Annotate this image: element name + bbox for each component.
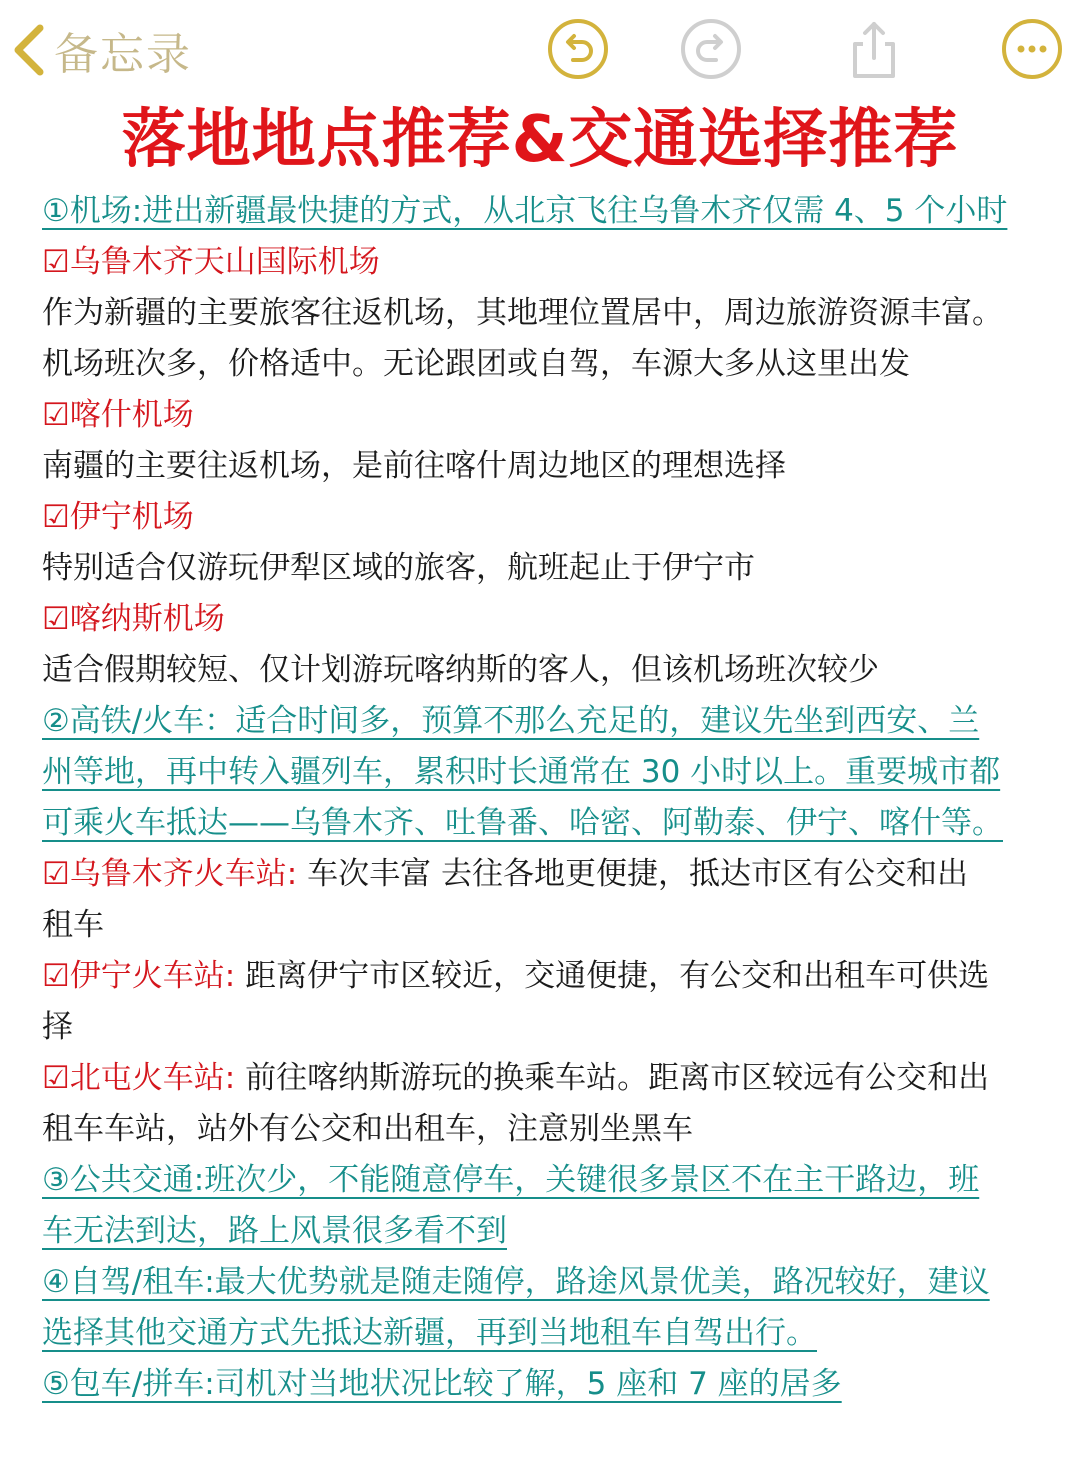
more-icon[interactable] [1001, 18, 1063, 80]
top-toolbar [0, 0, 1080, 100]
checkbox-icon: ☑ [42, 958, 70, 994]
body-text: 租车车站，站外有公交和出租车，注意别坐黑车 [42, 1111, 693, 1147]
share-icon[interactable] [843, 18, 905, 80]
body-text: 距离伊宁市区较近，交通便捷，有公交和出租车可供选 [235, 958, 990, 994]
body-text: 租车 [42, 907, 104, 943]
checkbox-icon: ☑ [42, 856, 70, 892]
back-button[interactable] [8, 14, 192, 86]
sub-heading-urumqi-airport: ☑乌鲁木齐天山国际机场 [42, 244, 380, 280]
section-heading-airport: ①机场:进出新疆最快捷的方式，从北京飞往乌鲁木齐仅需 4、5 个小时 [42, 193, 1008, 229]
beitun-station-line [42, 1053, 1042, 1104]
section-heading-charter: ⑤包车/拼车:司机对当地状况比较了解，5 座和 7 座的居多 [42, 1366, 842, 1402]
section-heading-public-transport: 车无法到达，路上风景很多看不到 [42, 1213, 507, 1249]
sub-heading-yining-station: 伊宁火车站: [69, 958, 236, 994]
body-text: 南疆的主要往返机场，是前往喀什周边地区的理想选择 [42, 448, 786, 484]
section-heading-public-transport: ③公共交通:班次少，不能随意停车，关键很多景区不在主干路边，班 [42, 1162, 980, 1198]
checkbox-icon: ☑ [42, 499, 70, 535]
section-heading-self-drive: 选择其他交通方式先抵达新疆，再到当地租车自驾出行。 [42, 1315, 817, 1351]
body-text: 择 [42, 1009, 73, 1045]
note-body [42, 186, 1042, 1410]
sub-heading-kashgar-airport: ☑喀什机场 [42, 397, 194, 433]
yining-station-line [42, 951, 1042, 1002]
sub-heading-kanas-airport: ☑喀纳斯机场 [42, 601, 225, 637]
section-heading-train: ②高铁/火车：适合时间多，预算不那么充足的，建议先坐到西安、兰 [42, 703, 980, 739]
checkbox-icon: ☑ [42, 601, 70, 637]
sub-heading-beitun-station: 北屯火车站: [69, 1060, 236, 1096]
section-heading-self-drive: ④自驾/租车:最大优势就是随走随停，路途风景优美，路况较好，建议 [42, 1264, 990, 1300]
urumqi-station-line [42, 849, 1042, 900]
chevron-left-icon [8, 20, 48, 80]
undo-icon[interactable] [547, 18, 609, 80]
sub-heading-urumqi-station: 乌鲁木齐火车站: [69, 856, 298, 892]
redo-icon[interactable] [680, 18, 742, 80]
body-text: 前往喀纳斯游玩的换乘车站。距离市区较远有公交和出 [235, 1060, 990, 1096]
section-heading-train: 可乘火车抵达——乌鲁木齐、吐鲁番、哈密、阿勒泰、伊宁、喀什等。 [42, 805, 1003, 841]
sub-heading-yining-airport: ☑伊宁机场 [42, 499, 194, 535]
back-label: 备忘录 [54, 29, 192, 80]
body-text: 机场班次多，价格适中。无论跟团或自驾，车源大多从这里出发 [42, 346, 910, 382]
checkbox-icon: ☑ [42, 244, 70, 280]
section-heading-train: 州等地，再中转入疆列车，累积时长通常在 30 小时以上。重要城市都 [42, 754, 1001, 790]
body-text: 适合假期较短、仅计划游玩喀纳斯的客人，但该机场班次较少 [42, 652, 879, 688]
checkbox-icon: ☑ [42, 1060, 70, 1096]
body-text: 特别适合仅游玩伊犁区域的旅客，航班起止于伊宁市 [42, 550, 755, 586]
body-text: 作为新疆的主要旅客往返机场，其地理位置居中，周边旅游资源丰富。 [42, 295, 1003, 331]
page-title: 落地地点推荐&交通选择推荐 [121, 103, 959, 177]
body-text: 车次丰富 去往各地更便捷，抵达市区有公交和出 [297, 856, 968, 892]
checkbox-icon: ☑ [42, 397, 70, 433]
